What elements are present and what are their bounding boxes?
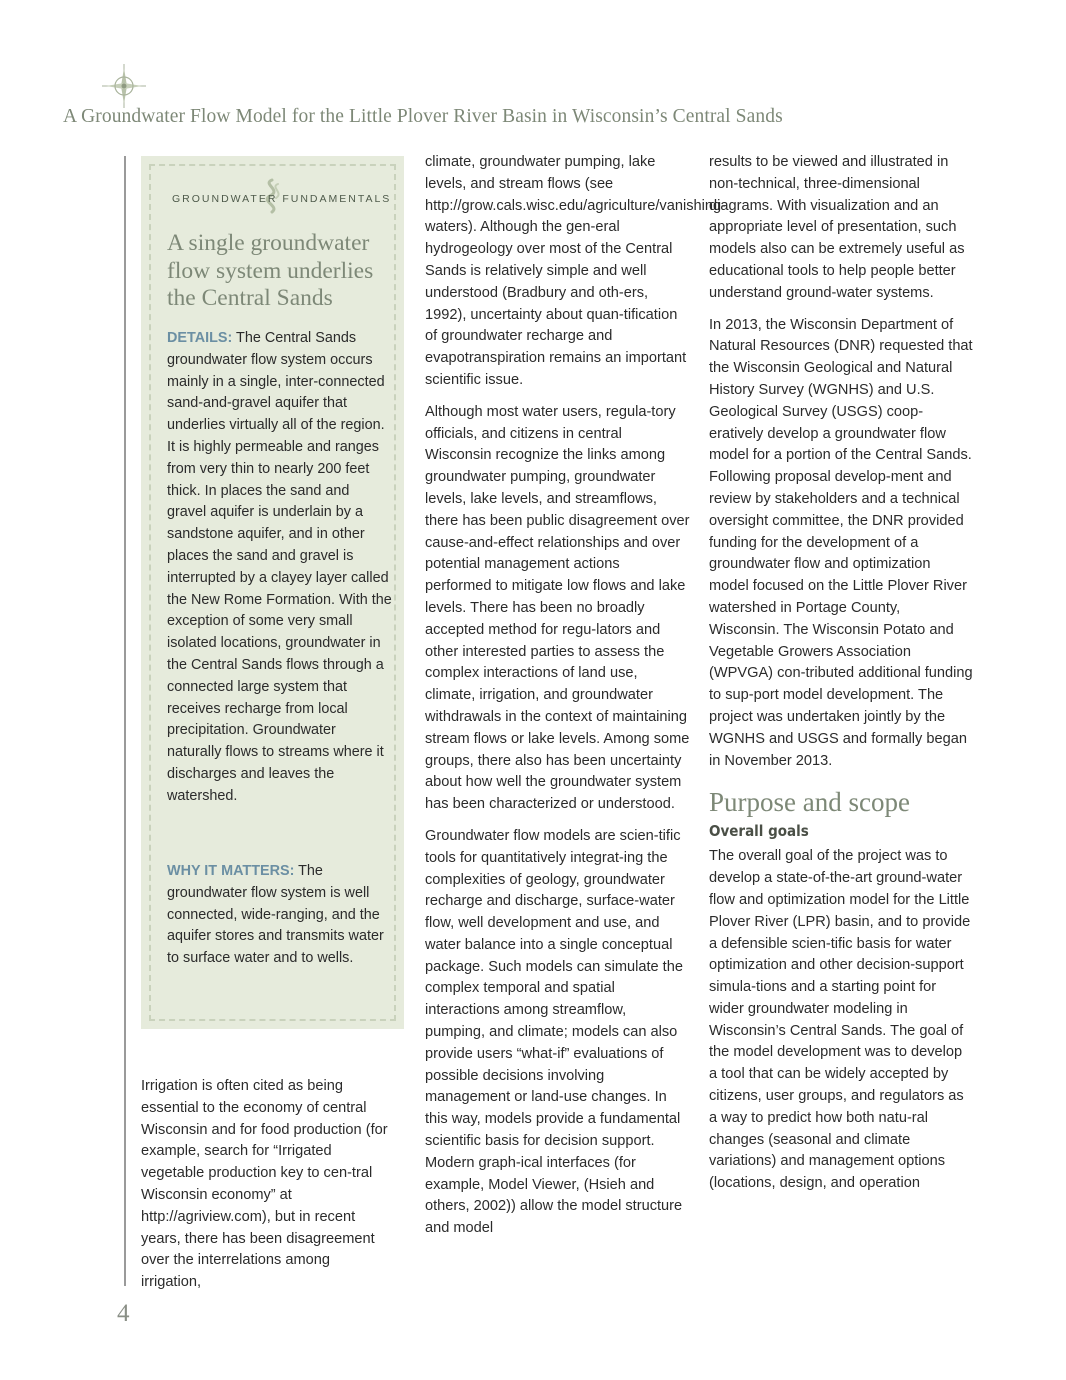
paragraph: climate, groundwater pumping, lake levels, and stream flows (see http://grow.cals.wisc.edu/agriculture/vanishing-waters). Although the gen-eral hydrogeology over most of the Central Sands is relatively simple and well understood (Bradbury and oth-ers, 1992), uncertainty about quan-tification of groundwater recharge and evapotranspiration remains an important scientific issue. — [425, 154, 726, 388]
page-number: 4 — [117, 1300, 130, 1327]
why-text: The groundwater flow system is well connected, wide-ranging, and the aquifer stores and transmits water to surface water and to wells. — [167, 863, 384, 967]
paragraph: Although most water users, regula-tory officials, and citizens in central Wisconsin recognize the links among groundwater pumping, groundwater levels, lake levels, and streamflows, there has been public disagreement over cause-and-effect relationships and over potential management actions performed to mitigate low flows and lake levels. There has been no broadly accepted method for regu-lators and other interested parties to assess the complex interactions of land use, climate, irrigation, and groundwater withdrawals in the context of maintaining stream flows or lake levels. Among some groups, there also has been uncertainty about how well the groundwater system has been characterized or understood. — [425, 403, 690, 813]
running-head: A Groundwater Flow Model for the Little Plover River Basin in Wisconsin’s Central Sands — [63, 106, 783, 127]
sidebar-details — [167, 328, 392, 808]
details-label: DETAILS: — [167, 330, 233, 346]
paragraph: results to be viewed and illustrated in non-technical, three-dimensional diagrams. With visualization and an appropriate level of presentation, such models also can be extremely useful as educational tools to help people better understand ground-water systems. — [709, 154, 965, 301]
details-text: The Central Sands groundwater flow system occurs mainly in a single, inter-connected sand-and-gravel aquifer that underlies virtually all of the region. It is highly permeable and ranges from very thin to nearly 200 feet thick. In places the sand and gravel aquifer is underlain by a sandstone aquifer, and in other places the sand and gravel is interrupted by a clayey layer called the New Rome Formation. With the exception of some very small isolated locations, groundwater in the Central Sands flows through a connected large system that receives recharge from local precipitation. Groundwater naturally flows to streams where it discharges and leaves the watershed. — [167, 330, 392, 804]
paragraph: Irrigation is often cited as being essential to the economy of central Wisconsin and for food production (for example, search for “Irrigated vegetable production key to cen-tral Wisconsin economy” at http://agriview.com), but in recent years, there has been disagreement over the interrelations among irrigation, — [141, 1078, 388, 1291]
column-3 — [709, 152, 974, 1195]
paragraph: In 2013, the Wisconsin Department of Natural Resources (DNR) requested that the Wisconsin Geological and Natural History Survey (WGNHS) and U.S. Geological Survey (USGS) coop-eratively develop a groundwater flow model for a portion of the Central Sands. Following proposal develop-ment and review by stakeholders and a technical oversight committee, the DNR provided funding for the development of a groundwater flow and optimization model focused on the Little Plover River watershed in Portage County, Wisconsin. The Wisconsin Potato and Vegetable Growers Association (WPVGA) con-tributed additional funding to sup-port model development. The project was undertaken jointly by the WGNHS and USGS and formally began in November 2013. — [709, 316, 973, 769]
sidebar-why-it-matters — [167, 861, 392, 970]
sidebar-title: A single groundwater flow system underlies the Central Sands — [167, 230, 374, 311]
margin-rule — [124, 156, 126, 1286]
paragraph: Groundwater flow models are scien-tific tools for quantitatively integrat-ing the complexities of geology, groundwater recharge and discharge, surface-water flow, well development and use, and water balance into a single conceptual package. Such models can simulate the complex temporal and spatial interactions among streamflow, pumping, and climate; models can also provide users “what-if” evaluations of possible decisions involving management or land-use changes. In this way, models provide a fundamental scientific basis for decision support. Modern graph-ical interfaces (for example, Model Viewer, (Hsieh and others, 2002)) allow the model structure and model — [425, 827, 683, 1237]
column-1 — [141, 1076, 391, 1294]
paragraph: The overall goal of the project was to develop a state-of-the-art ground-water flow and optimization model for the Little Plover River (LPR) basin, and to provide a defensible scien-tific basis for water optimization and other decision-support simula-tions and a starting point for wider groundwater modeling in Wisconsin’s Central Sands. The goal of the model development was to develop a tool that can be widely accepted by citizens, user groups, and regulators as a way to predict how both natu-ral changes (seasonal and climate variations) and management options (locations, design, and operation — [709, 848, 971, 1192]
section-title: Purpose and scope — [709, 787, 910, 818]
compass-rose-icon — [100, 62, 148, 110]
column-2 — [425, 152, 726, 1240]
sidebar-kicker: GROUNDWATER FUNDAMENTALS — [172, 193, 392, 205]
why-label: WHY IT MATTERS: — [167, 863, 295, 879]
subsection-title: Overall goals — [709, 822, 809, 841]
